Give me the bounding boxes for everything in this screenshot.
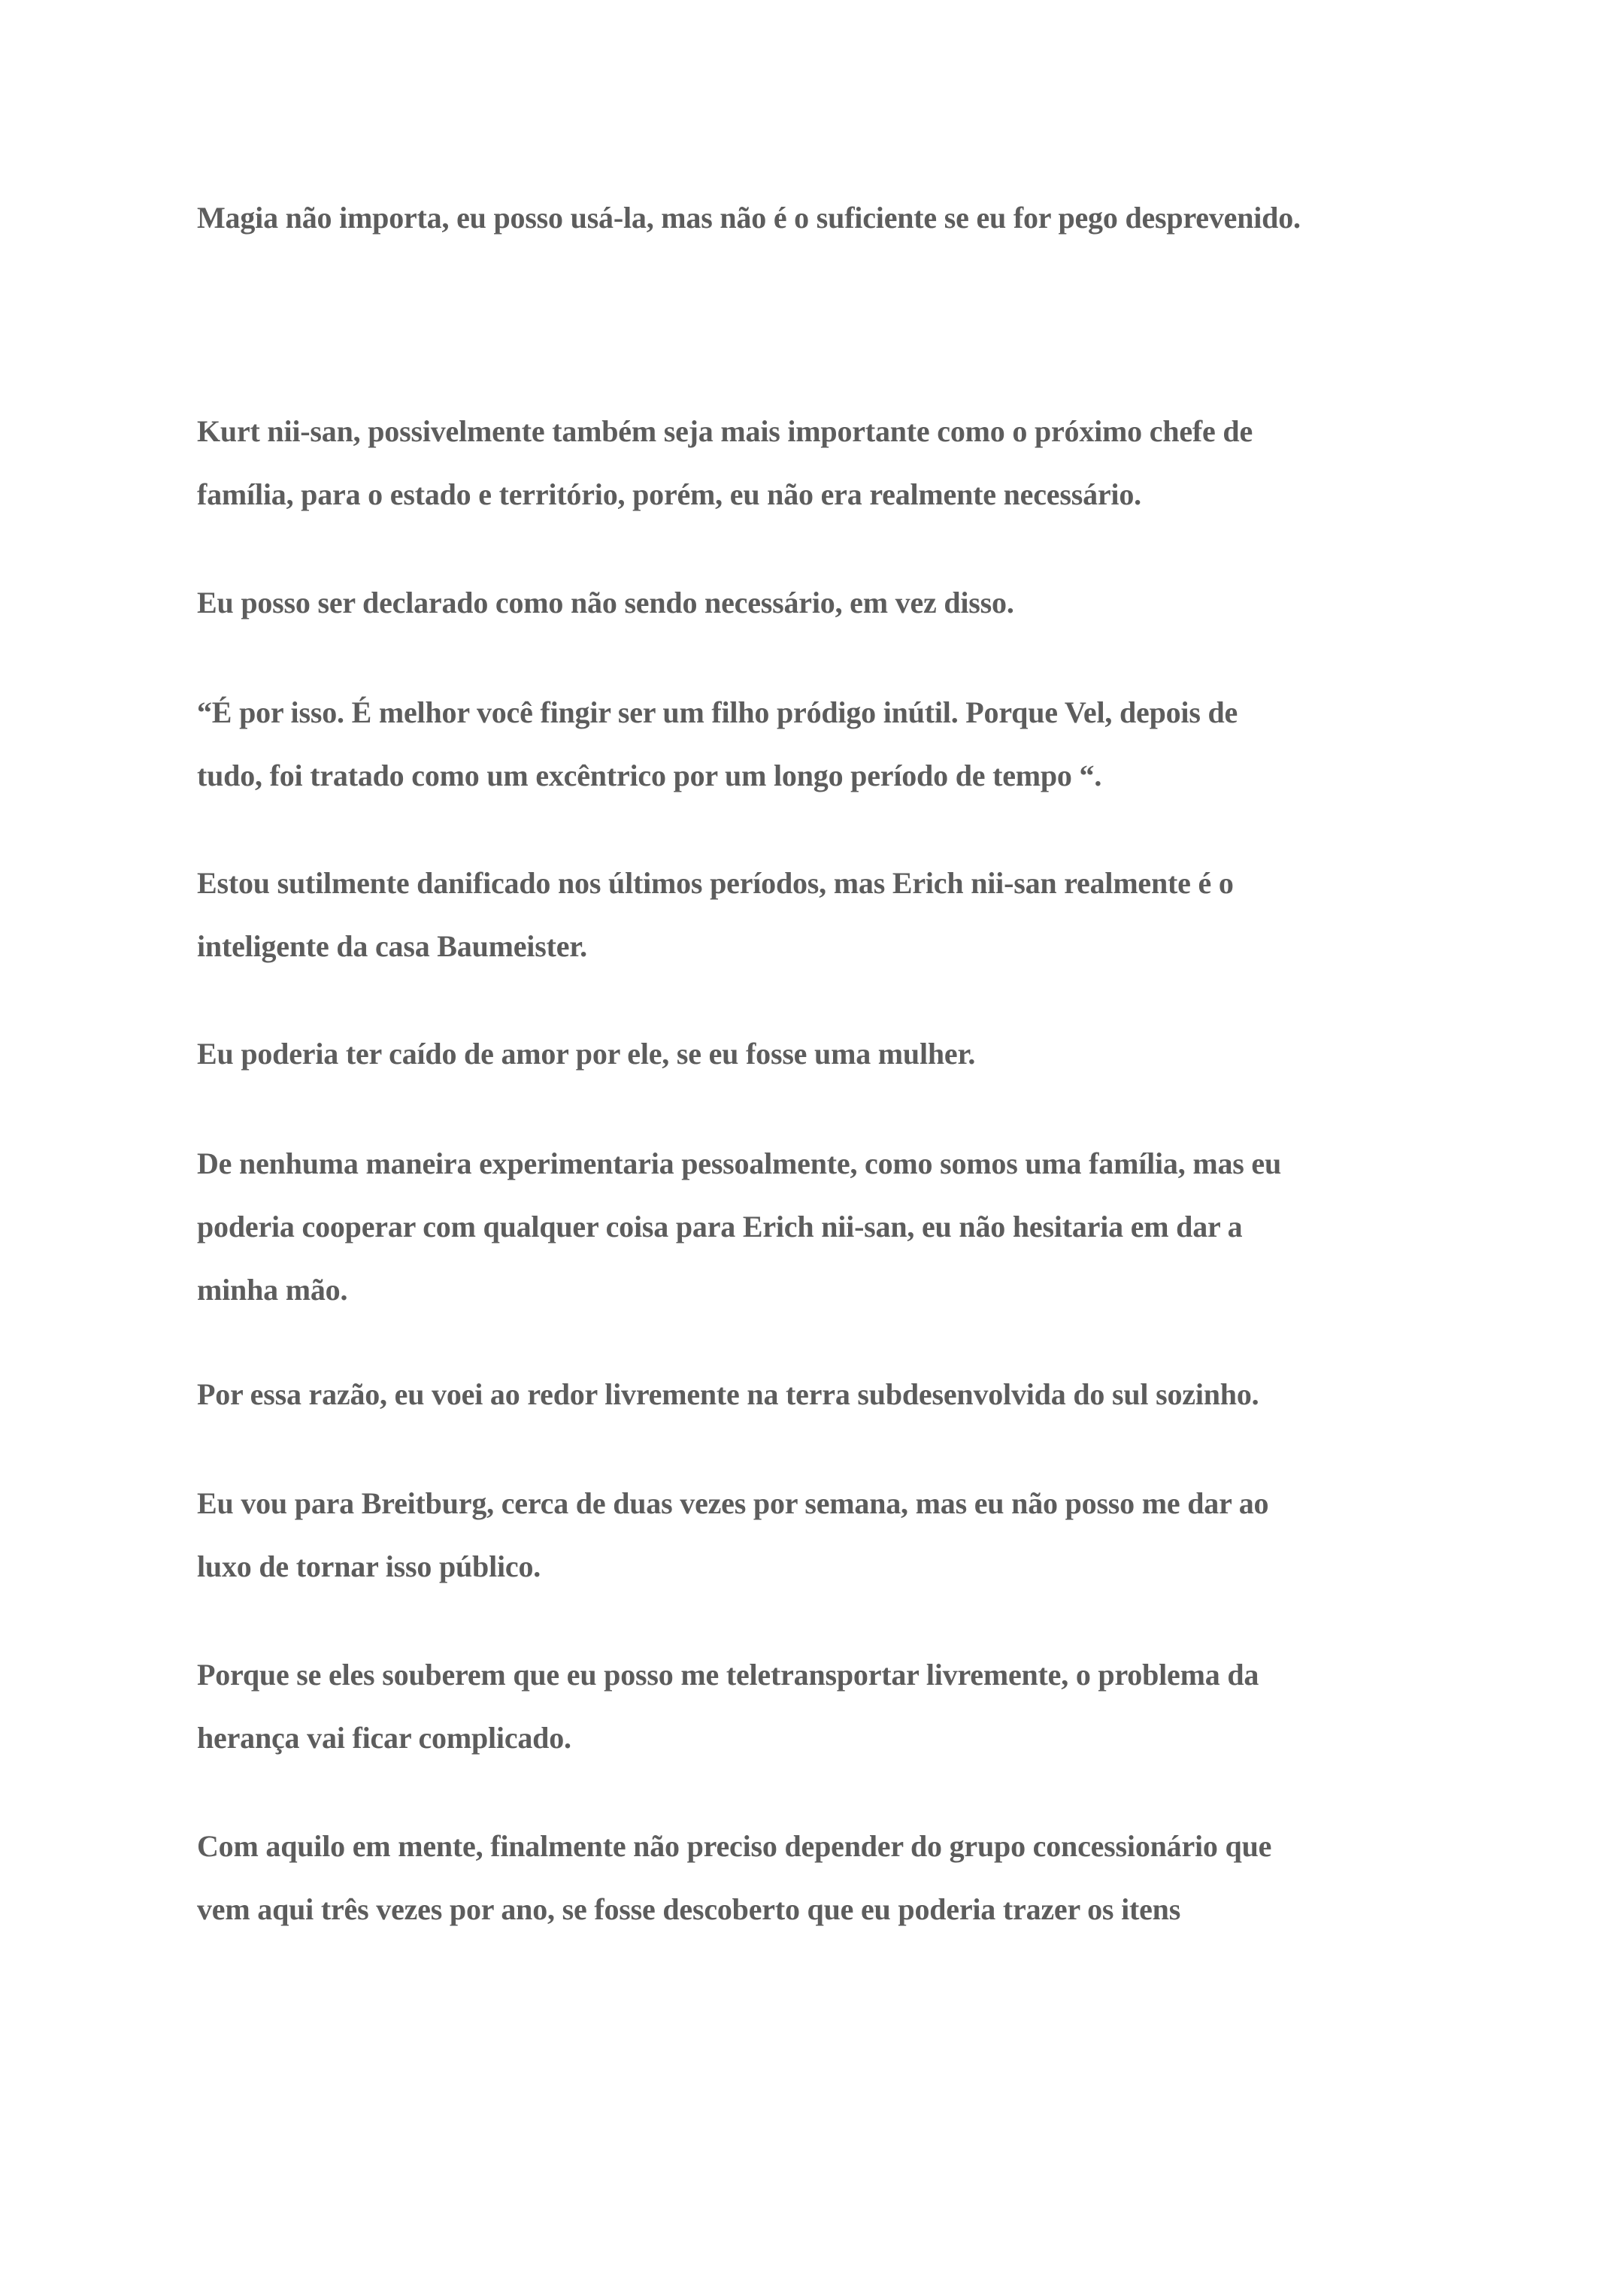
paragraph-line: luxo de tornar isso público. (197, 1549, 541, 1583)
paragraph-8 (197, 1363, 1445, 1426)
paragraph-line: Kurt nii-san, possivelmente também seja mais importante como o próximo chefe de (197, 414, 1253, 448)
paragraph-5 (197, 852, 1445, 978)
paragraph-line: família, para o estado e território, porém, eu não era realmente necessário. (197, 477, 1141, 511)
paragraph-line: tudo, foi tratado como um excêntrico por um longo período de tempo “. (197, 759, 1102, 792)
paragraph-line: minha mão. (197, 1273, 348, 1307)
paragraph-line: Eu poderia ter caído de amor por ele, se eu fosse uma mulher. (197, 1037, 976, 1071)
paragraph-4 (197, 681, 1445, 807)
paragraph-1 (197, 186, 1445, 250)
paragraph-line: Com aquilo em mente, finalmente não preciso depender do grupo concessionário que (197, 1829, 1272, 1863)
paragraph-line: De nenhuma maneira experimentaria pessoalmente, como somos uma família, mas eu (197, 1146, 1282, 1180)
paragraph-line: Magia não importa, eu posso usá-la, mas não é o suficiente se eu for pego desprevenido. (197, 201, 1301, 235)
paragraph-10 (197, 1643, 1445, 1770)
paragraph-line: Eu posso ser declarado como não sendo necessário, em vez disso. (197, 586, 1014, 619)
paragraph-3 (197, 571, 1445, 635)
paragraph-9 (197, 1472, 1445, 1598)
paragraph-line: poderia cooperar com qualquer coisa para Erich nii-san, eu não hesitaria em dar a (197, 1210, 1243, 1243)
paragraph-line: “É por isso. É melhor você fingir ser um filho pródigo inútil. Porque Vel, depois de (197, 695, 1238, 729)
paragraph-line: Porque se eles souberem que eu posso me teletransportar livremente, o problema da (197, 1658, 1259, 1692)
paragraph-6 (197, 1022, 1445, 1086)
paragraph-7 (197, 1132, 1445, 1322)
paragraph-line: herança vai ficar complicado. (197, 1721, 571, 1755)
paragraph-11 (197, 1815, 1445, 1941)
paragraph-2 (197, 400, 1445, 526)
paragraph-line: inteligente da casa Baumeister. (197, 929, 587, 963)
paragraph-line: Estou sutilmente danificado nos últimos períodos, mas Erich nii-san realmente é o (197, 866, 1234, 900)
paragraph-line: Por essa razão, eu voei ao redor livremente na terra subdesenvolvida do sul sozinho. (197, 1377, 1259, 1411)
paragraph-line: vem aqui três vezes por ano, se fosse descoberto que eu poderia trazer os itens (197, 1892, 1181, 1926)
paragraph-line: Eu vou para Breitburg, cerca de duas vezes por semana, mas eu não posso me dar ao (197, 1486, 1269, 1520)
